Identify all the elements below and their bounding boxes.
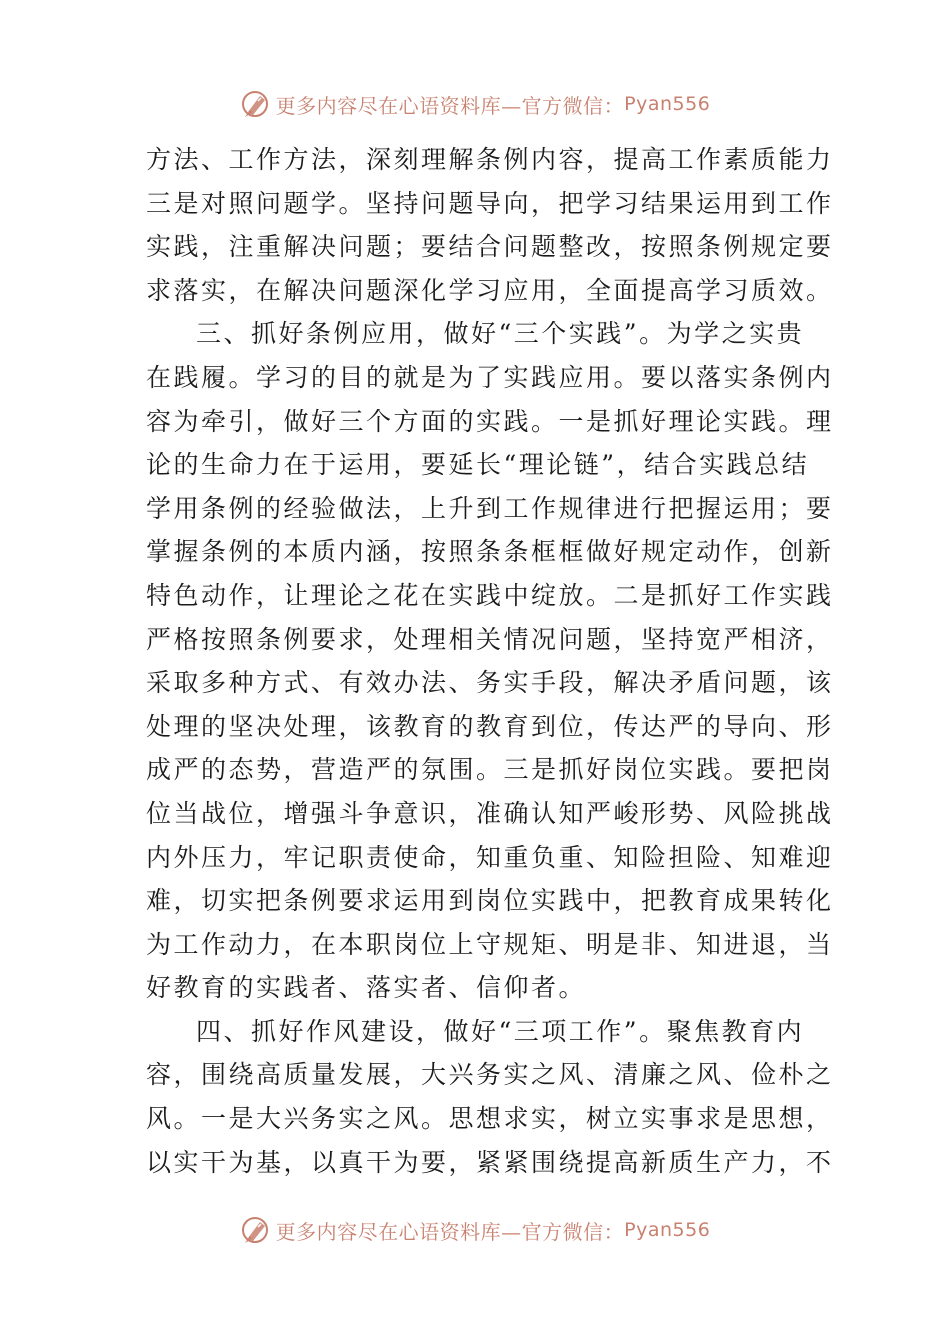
watermark-text: 更多内容尽在心语资料库—官方微信： (275, 93, 625, 118)
body-line: 在践履。学习的目的就是为了实践应用。要以落实条例内 (146, 362, 834, 392)
body-line: 内外压力，牢记职责使命，知重负重、知险担险、知难迎 (146, 842, 834, 872)
watermark-id: Pyan556 (624, 93, 711, 115)
body-line: 为工作动力，在本职岗位上守规矩、明是非、知进退，当 (146, 929, 834, 959)
body-line: 严格按照条例要求，处理相关情况问题，坚持宽严相济， (146, 624, 834, 654)
body-line: 特色动作，让理论之花在实践中绽放。二是抓好工作实践 (146, 580, 834, 610)
section-heading-line: 四、抓好作风建设，做好“三项工作”。聚焦教育内 (196, 1016, 805, 1046)
body-line: 容为牵引，做好三个方面的实践。一是抓好理论实践。理 (146, 406, 834, 436)
body-line: 以实干为基，以真干为要，紧紧围绕提高新质生产力，不 (146, 1147, 834, 1177)
body-line: 实践，注重解决问题；要结合问题整改，按照条例规定要 (146, 232, 834, 262)
body-line: 成严的态势，营造严的氛围。三是抓好岗位实践。要把岗 (146, 755, 834, 785)
body-line: 风。一是大兴务实之风。思想求实，树立实事求是思想， (146, 1104, 834, 1134)
body-line: 位当战位，增强斗争意识，准确认知严峻形势、风险挑战 (146, 798, 834, 828)
section-heading-line: 三、抓好条例应用，做好“三个实践”。为学之实贵 (196, 319, 805, 349)
body-line: 论的生命力在于运用，要延长“理论链”，结合实践总结 (146, 450, 810, 480)
body-line: 处理的坚决处理，该教育的教育到位，传达严的导向、形 (146, 711, 834, 741)
body-line: 学用条例的经验做法，上升到工作规律进行把握运用；要 (146, 493, 834, 523)
body-line: 求落实，在解决问题深化学习应用，全面提高学习质效。 (146, 275, 834, 305)
body-line: 三是对照问题学。坚持问题导向，把学习结果运用到工作 (146, 188, 834, 218)
pen-nib-logo-icon (240, 88, 272, 120)
body-line: 掌握条例的本质内涵，按照条条框框做好规定动作，创新 (146, 537, 834, 567)
watermark-id: Pyan556 (624, 1219, 711, 1241)
body-line: 好教育的实践者、落实者、信仰者。 (146, 973, 587, 1003)
watermark-text: 更多内容尽在心语资料库—官方微信： (275, 1219, 625, 1244)
watermark-header (0, 84, 950, 124)
watermark-footer (0, 1210, 950, 1250)
body-line: 方法、工作方法，深刻理解条例内容，提高工作素质能力 (146, 145, 834, 174)
body-line: 容，围绕高质量发展，大兴务实之风、清廉之风、俭朴之 (146, 1060, 834, 1090)
pen-nib-logo-icon (240, 1214, 272, 1246)
document-body (146, 138, 834, 1184)
body-line: 难，切实把条例要求运用到岗位实践中，把教育成果转化 (146, 886, 834, 916)
body-line: 采取多种方式、有效办法、务实手段，解决矛盾问题，该 (146, 668, 834, 698)
